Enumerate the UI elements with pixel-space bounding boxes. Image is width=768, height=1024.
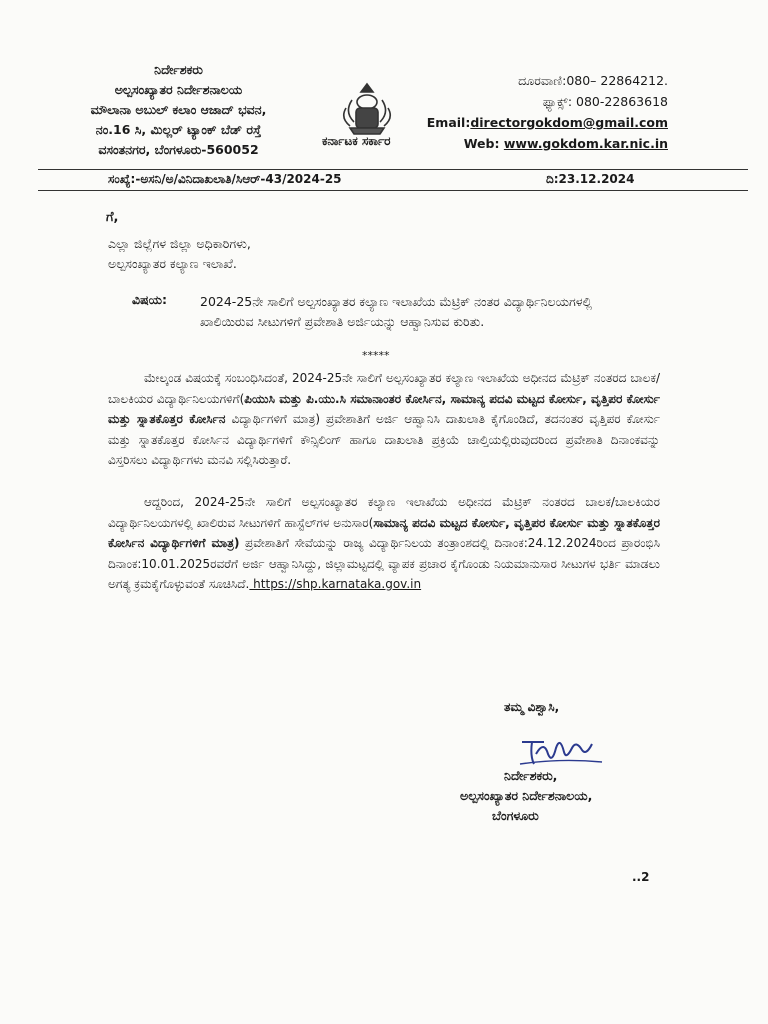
recipient-line: ಅಲ್ಪಸಂಖ್ಯಾತರ ಕಲ್ಯಾಣ ಇಲಾಖೆ. xyxy=(108,256,237,271)
para1-text-a: ಮೇಲ್ಕಂಡ ವಿಷಯಕ್ಕೆ ಸಂಬಂಧಿಸಿದಂತೆ, 2024-25ನೇ ಸಾಲಿಗೆ ಅಲ್ಪಸಂಖ್ಯಾತರ ಕಲ್ಯಾಣ ಇಲಾಖೆಯ ಅಧೀನದ ಮೆಟ್ರಿಕ್ ನಂತರದ ಬಾಲಕ/ಬಾಲಕಿಯರ ವಿದ್ಯಾರ್ಥಿನಿಲಯಗಳಿಗೆ( xyxy=(108,371,660,406)
closing-text: ತಮ್ಮ ವಿಶ್ವಾಸಿ, xyxy=(504,700,560,714)
phone-number: ದೂರವಾಣಿ:080– 22864212. xyxy=(518,73,668,88)
portal-link[interactable]: https://shp.karnataka.gov.in xyxy=(249,577,422,591)
salutation-to: ಗೆ, xyxy=(106,210,119,225)
page-indicator: ..2 xyxy=(632,870,650,884)
para2-text-a: ಆದ್ದರಿಂದ, 2024-25ನೇ ಸಾಲಿಗೆ ಅಲ್ಪಸಂಖ್ಯಾತರ ಕಲ್ಯಾಣ ಇಲಾಖೆಯ ಅಧೀನದ ಮೆಟ್ರಿಕ್ ನಂತರದ ಬಾಲಕ/ಬಾಲಕಿಯರ ವಿದ್ಯಾರ್ಥಿನಿಲಯಗಳಲ್ಲಿ ಖಾಲಿರುವ ಸೀಟುಗಳಿಗೆ ಹಾಸ್ಟೆಲ್‌ಗಳ ಅನುಸಾರ( xyxy=(108,495,660,530)
handwritten-signature xyxy=(514,732,606,768)
signatory-place: ಬೆಂಗಳೂರು xyxy=(492,808,539,823)
para1-text-c: ವಿದ್ಯಾರ್ಥಿಗಳಿಗೆ ಮಾತ್ರ) ಪ್ರವೇಶಾತಿಗೆ ಅರ್ಜಿ ಆಹ್ವಾನಿಸಿ ದಾಖಲಾತಿ ಕೈಗೊಂಡಿದೆ, ತದನಂತರ ವೃತ್ತಿಪರ ಕೋರ್ಸು ಮತ್ತು ಸ್ನಾತಕೊತ್ತರ ಕೋರ್ಸಿನ ವಿದ್ಯಾರ್ಥಿಗಳಿಗೆ ಕೌನ್ಸಿಲಿಂಗ್ ಹಾಗೂ ದಾಖಲಾತಿ ಪ್ರಕ್ರಿಯೆ ಚಾಲ್ತಿಯಲ್ಲಿರುವುದರಿಂದ ಪ್ರವೇಶಾತಿ ದಿನಾಂಕವನ್ನು ವಿಸ್ತರಿಸಲು ವಿದ್ಯಾರ್ಥಿಗಳು ಮನವಿ ಸಲ್ಲಿಸಿರುತ್ತಾರೆ. xyxy=(108,412,660,467)
email-label: Email: xyxy=(426,115,471,130)
subject-label: ವಿಷಯ: xyxy=(132,292,167,307)
header-divider-bottom xyxy=(38,190,748,191)
recipient-address xyxy=(108,234,251,274)
separator-stars: ***** xyxy=(362,349,390,362)
sender-line: ನಿರ್ದೇಶಕರು xyxy=(154,62,203,77)
web-colon: : xyxy=(494,136,504,151)
sender-line: ಮೌಲಾನಾ ಅಬುಲ್ ಕಲಾಂ ಆಜಾದ್ ಭವನ, xyxy=(90,102,267,117)
contact-info xyxy=(427,70,668,154)
body-paragraph-2 xyxy=(108,492,660,595)
header-divider-top xyxy=(38,169,748,170)
para2-text-c: ಪ್ರವೇಶಾತಿಗೆ ಸೇವೆಯನ್ನು ರಾಜ್ಯ ವಿದ್ಯಾರ್ಥಿನಿಲಯ ತಂತ್ರಾಂಶದಲ್ಲಿ ದಿನಾಂಕ:24.12.2024ರಿಂದ ಪ್ರಾರಂಭಿಸಿ ದಿನಾಂಕ:10.01.2025ರವರೆಗೆ ಅರ್ಜಿ ಆಹ್ವಾನಿಸಿದ್ದು, ಜಿಲ್ಲಾಮಟ್ಟದಲ್ಲಿ ವ್ಯಾಪಕ ಪ್ರಚಾರ ಕೈಗೊಂಡು ನಿಯಮಾನುಸಾರ ಸೀಟುಗಳ ಭರ್ತಿ ಮಾಡಲು ಅಗತ್ಯ ಕ್ರಮಕೈಗೊಳ್ಳುವಂತೆ ಸೂಚಿಸಿದೆ. xyxy=(108,536,660,591)
web-label: Web xyxy=(463,136,495,151)
sender-line: ಅಲ್ಪಸಂಖ್ಯಾತರ ನಿರ್ದೇಶನಾಲಯ xyxy=(114,82,243,97)
body-paragraph-1 xyxy=(108,368,660,471)
sender-line: ನಂ.16 ಸಿ, ಮಿಲ್ಲರ್ ಟ್ಯಾಂಕ್ ಬೆಡ್ ರಸ್ತೆ xyxy=(95,122,262,137)
email-link[interactable]: directorgokdom@gmail.com xyxy=(470,115,668,130)
recipient-line: ಎಲ್ಲಾ ಜಿಲ್ಲೆಗಳ ಜಿಲ್ಲಾ ಅಧಿಕಾರಿಗಳು, xyxy=(108,236,251,251)
sender-line: ವಸಂತನಗರ, ಬೆಂಗಳೂರು-560052 xyxy=(98,142,259,157)
para1-bold: ಪಿಯುಸಿ ಮತ್ತು ಪಿ.ಯು.ಸಿ ಸಮಾನಾಂತರ ಕೋರ್ಸಿನ, ಸಾಮಾನ್ಯ ಪದವಿ ಮಟ್ಟದ ಕೋರ್ಸು, ವೃತ್ತಿಪರ ಕೋರ್ಸು ಮತ್ತು ಸ್ನಾತಕೊತ್ತರ ಕೋರ್ಸಿನ xyxy=(108,391,660,426)
website-link[interactable]: www.gokdom.kar.nic.in xyxy=(503,136,668,151)
subject-text: 2024-25ನೇ ಸಾಲಿಗೆ ಅಲ್ಪಸಂಖ್ಯಾತರ ಕಲ್ಯಾಣ ಇಲಾಖೆಯ ಮೆಟ್ರಿಕ್ ನಂತರ ವಿದ್ಯಾರ್ಥಿನಿಲಯಗಳಲ್ಲಿ ಖಾಲಿಯಿರುವ ಸೀಟುಗಳಿಗೆ ಪ್ರವೇಶಾತಿ ಅರ್ಜಿಯನ್ನು ಆಹ್ವಾನಿಸುವ ಕುರಿತು. xyxy=(200,294,593,329)
signatory-title: ನಿರ್ದೇಶಕರು, xyxy=(504,768,558,783)
government-name: ಕರ್ನಾಟಕ ಸರ್ಕಾರ xyxy=(322,134,391,148)
sender-address xyxy=(56,60,301,160)
fax-number: ಫ್ಯಾಕ್ಸ್: 080-22863618 xyxy=(542,94,668,109)
letter-date: ದಿ:23.12.2024 xyxy=(546,172,635,186)
reference-number: ಸಂಖ್ಯೆ:-ಅಸನಿ/ಅ/ವಿನಿದಾಖಲಾತಿ/ಸಿಆರ್-43/2024-25 xyxy=(108,172,342,186)
signatory-office: ಅಲ್ಪಸಂಖ್ಯಾತರ ನಿರ್ದೇಶನಾಲಯ, xyxy=(460,788,593,803)
para2-bold: ಸಾಮಾನ್ಯ ಪದವಿ ಮಟ್ಟದ ಕೋರ್ಸು, ವೃತ್ತಿಪರ ಕೋರ್ಸು ಮತ್ತು ಸ್ನಾತಕೊತ್ತರ ಕೋರ್ಸಿನ ವಿದ್ಯಾರ್ಥಿಗಳಿಗೆ ಮಾತ್ರ) xyxy=(108,515,660,550)
